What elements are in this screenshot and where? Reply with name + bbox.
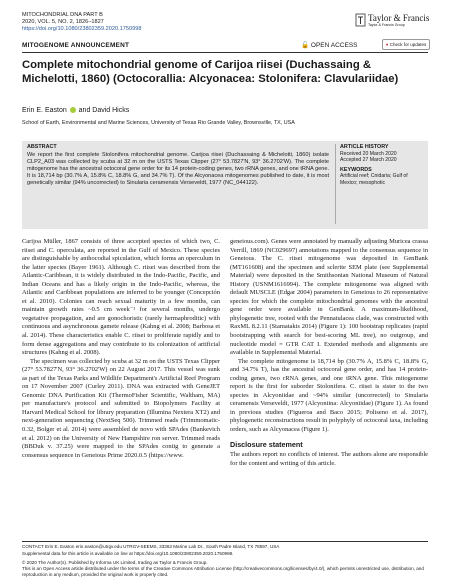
- article-history: [340, 144, 426, 187]
- publisher-logo: [355, 12, 433, 30]
- keywords: Artificial reef; Cnidaria; Gulf of Mexico; mesophotic: [340, 173, 408, 186]
- author-2: and David Hicks: [78, 107, 130, 114]
- orcid-icon[interactable]: [70, 107, 76, 113]
- body-paragraph: The specimen was collected by scuba at 32 m on the USTS Texas Clipper (27° 53.7827'N, 93° 36.2702'W) on 22 August 2017. This vessel was sunk as part of the Texas Parks and Wildlife Department's Artificial Reef Program on 17 November 2007 (Curley 2011). DNA was extracted with GeneJET Genomic DNA Purification Kit (ThermoFisher Scientific, Waltham, MA) per manufacture's protocol and submitted to Biopolymers Facility at Harvard Medical School for library preparation (Illumina Nextera XT2) and next-generation sequencing (NextSeq 500). Trimmed reads (Trimmomatic-0.32, Bolger et al. 2014) were assembled de novo with SPAdes (Bankevich et al. 2012) on the University of New Hampshire ron server. Trimmed reads (BBDuk v. 37.25) were mapped to the SPAdes contig to generate a consensus sequence in Geneious Prime 2020.0.5 (https://www.: [22, 357, 220, 459]
- section-bar: [22, 42, 428, 53]
- journal-header: [22, 12, 141, 33]
- disclosure-text: The authors report no conflicts of interest. The authors alone are responsible for the content and writing of this article.: [230, 451, 428, 467]
- journal-volume: 2020, VOL. 5, NO. 2, 1826–1827: [22, 19, 104, 25]
- updates-icon: ●: [385, 42, 389, 47]
- publisher-name: Taylor & Francis: [368, 13, 430, 23]
- right-column: [230, 238, 428, 468]
- history-heading: ARTICLE HISTORY: [340, 144, 389, 150]
- copyright-line: © 2020 The Author(s). Published by Informa UK Limited, trading as Taylor & Francis Group.: [22, 560, 208, 565]
- supplemental-line: Supplemental data for this article is available on line at https://doi.org/10.1080/23802359.2020.1750998.: [22, 551, 234, 556]
- abstract-heading: ABSTRACT: [27, 144, 57, 150]
- open-lock-icon: 🔓: [301, 42, 310, 49]
- license-line: This is an Open Access article distributed under the terms of the Creative Commons Attribution License (http://creativecommons.org/licenses/by/4.0/), which permits unrestricted use, distribution, and reproduction in any medium, provided the original work is properly cited.: [22, 566, 424, 577]
- tf-emblem-icon: [355, 13, 366, 27]
- author-1: Erin E. Easton: [22, 107, 67, 114]
- article-title: Complete mitochondrial genome of Carijoa riisei (Duchassaing & Michelotti, 1860) (Octocorallia: Alcyonacea: Stolonifera: Clavulariidae): [22, 59, 399, 85]
- left-column: [22, 238, 220, 460]
- authors: [22, 107, 129, 114]
- abstract-box: [22, 141, 428, 229]
- open-access-label: OPEN ACCESS: [310, 42, 358, 49]
- open-access-badge: [301, 41, 358, 49]
- body-paragraph: Carijoa Müller, 1867 consists of three accepted species of which two, C. riisei and C. operculata, are reported in the Gulf of Mexico. These species are distinguishable by anthocodial spiculation, which forms an operculum in the latter species (Bayer 1961). Although C. riisei was described from the Atlantic-Caribbean, it is widely distributed in the Indo-Pacific, Pacific, and Indian Oceans and has a likely origin in the Indo-Pacific, whereas, the Atlantic and Caribbean populations are inferred to be younger (Concepción et al. 2010). Colonies can reach sexual maturity in a few months, can maintain growth rates ~0.5 cm week⁻¹ for several months, undergo vegetative propagation, and are gonochoristic (rarely hermaphroditic) with continuous and asynchronous gamete release (Kahng et al. 2008; Barbosa et al. 2014). These characteristics enable C. riisei to proliferate rapidly and to form dense aggregations and may contribute to its colonization of artificial structures (Kahng et al. 2008).: [22, 238, 220, 357]
- check-updates-button[interactable]: [382, 39, 430, 50]
- footer-rule: [22, 541, 428, 542]
- section-label: MITOGENOME ANNOUNCEMENT: [22, 42, 130, 49]
- body-paragraph: The complete mitogenome is 18,714 bp (30.7% A, 15.8% C, 18.8% G, and 34.7% T), has the ancestral octocoral gene order, and has 14 protein-coding genes, two rRNA genes, and one tRNA gene. This mitogenome report is the first for suborder Stolonifera. C. riisei is sister to the two species in Alcyoniidae and ~94% similar (uncorrected) to Sinularia ceramensis Verseveldt, 1977 (Alcyoniina: Alcyoniidae) (Figure 1). As found in previous studies (Figueroa and Baco 2015; Poliseno et al. 2017), phylogenetic reconstructions result in polyphyly of octocoral taxa, including orders, such as Alcyonacea (Figure 1).: [230, 357, 428, 434]
- publisher-sub: Taylor & Francis Group: [368, 23, 405, 27]
- affiliation: School of Earth, Environmental and Marine Sciences, University of Texas Rio Grande Valley, Brownsville, TX, USA: [22, 120, 295, 126]
- journal-name: MITOCHONDRIAL DNA PART B: [22, 12, 103, 18]
- contact-line: CONTACT Erin E. Easton erin.easton@utrgv.edu UTRGV-SEEMS, 33363 Marine Lab Dr., South Padre Island, TX 78597, USA: [22, 544, 280, 549]
- body-paragraph: geneious.com). Genes were annotated by manually adjusting Muricea crassa Verrill, 1869 (NC029697) annotations mapped to the consensus sequence in Geneious. The C. riisei mitogenome was deposited in GenBank (MT161608) and the specimen and sclerite SEM plate (see Supplemental Material) were deposited in the Smithsonian National Museum of Natural History (USNM1616994). The complete mitogenome was aligned with default MUSCLE (Edgar 2004) parameters in Geneious to 26 representative species for which the complete mitochondrial genomes with the ancestral gene order were available in GenBank. A maximum-likelihood, phylogenetic tree, rooted with the Pennatulacea clade, was constructed with RaxML 8.2.11 (Stamatakis 2014) (Figure 1): 100 bootstrap replicates (rapid bootstrapping with search for best-scoring ML tree), no outgroup, and nucleotide model = GTR CAT I. Extended methods and alignments are available in Supplemental Material.: [230, 238, 428, 357]
- disclosure-heading: Disclosure statement: [230, 439, 303, 449]
- accepted-date: Accepted 27 March 2020: [340, 157, 397, 164]
- updates-label: Check for updates: [389, 42, 427, 47]
- keywords-heading: KEYWORDS: [340, 166, 372, 173]
- abstract-divider: [335, 144, 336, 224]
- abstract-text: We report the first complete Stolonifera mitochondrial genome. Carijoa riisei (Duchassaing & Michelotti, 1860) isolate CLP2_A03 was collected by scuba at 32 m on the USTS Texas Clipper (27° 53.7827'N, 93° 36.2702'W). The complete mitogenome has the ancestral octocoral gene order for its 14 protein-coding genes, two rRNA genes, and one tRNA gene. It is 18,714 bp (30.7% A, 15.8% C, 18.8% G, and 34.7% T). Of the Alcyonacea mitogenomes published to date, it is most genetically similar (94% uncorrected) to Sinularia ceramensis Verseveldt, 1977 (NC_044122).: [27, 152, 329, 187]
- received-date: Received 20 March 2020: [340, 150, 397, 157]
- journal-doi[interactable]: https://doi.org/10.1080/23802359.2020.1750998: [22, 26, 142, 32]
